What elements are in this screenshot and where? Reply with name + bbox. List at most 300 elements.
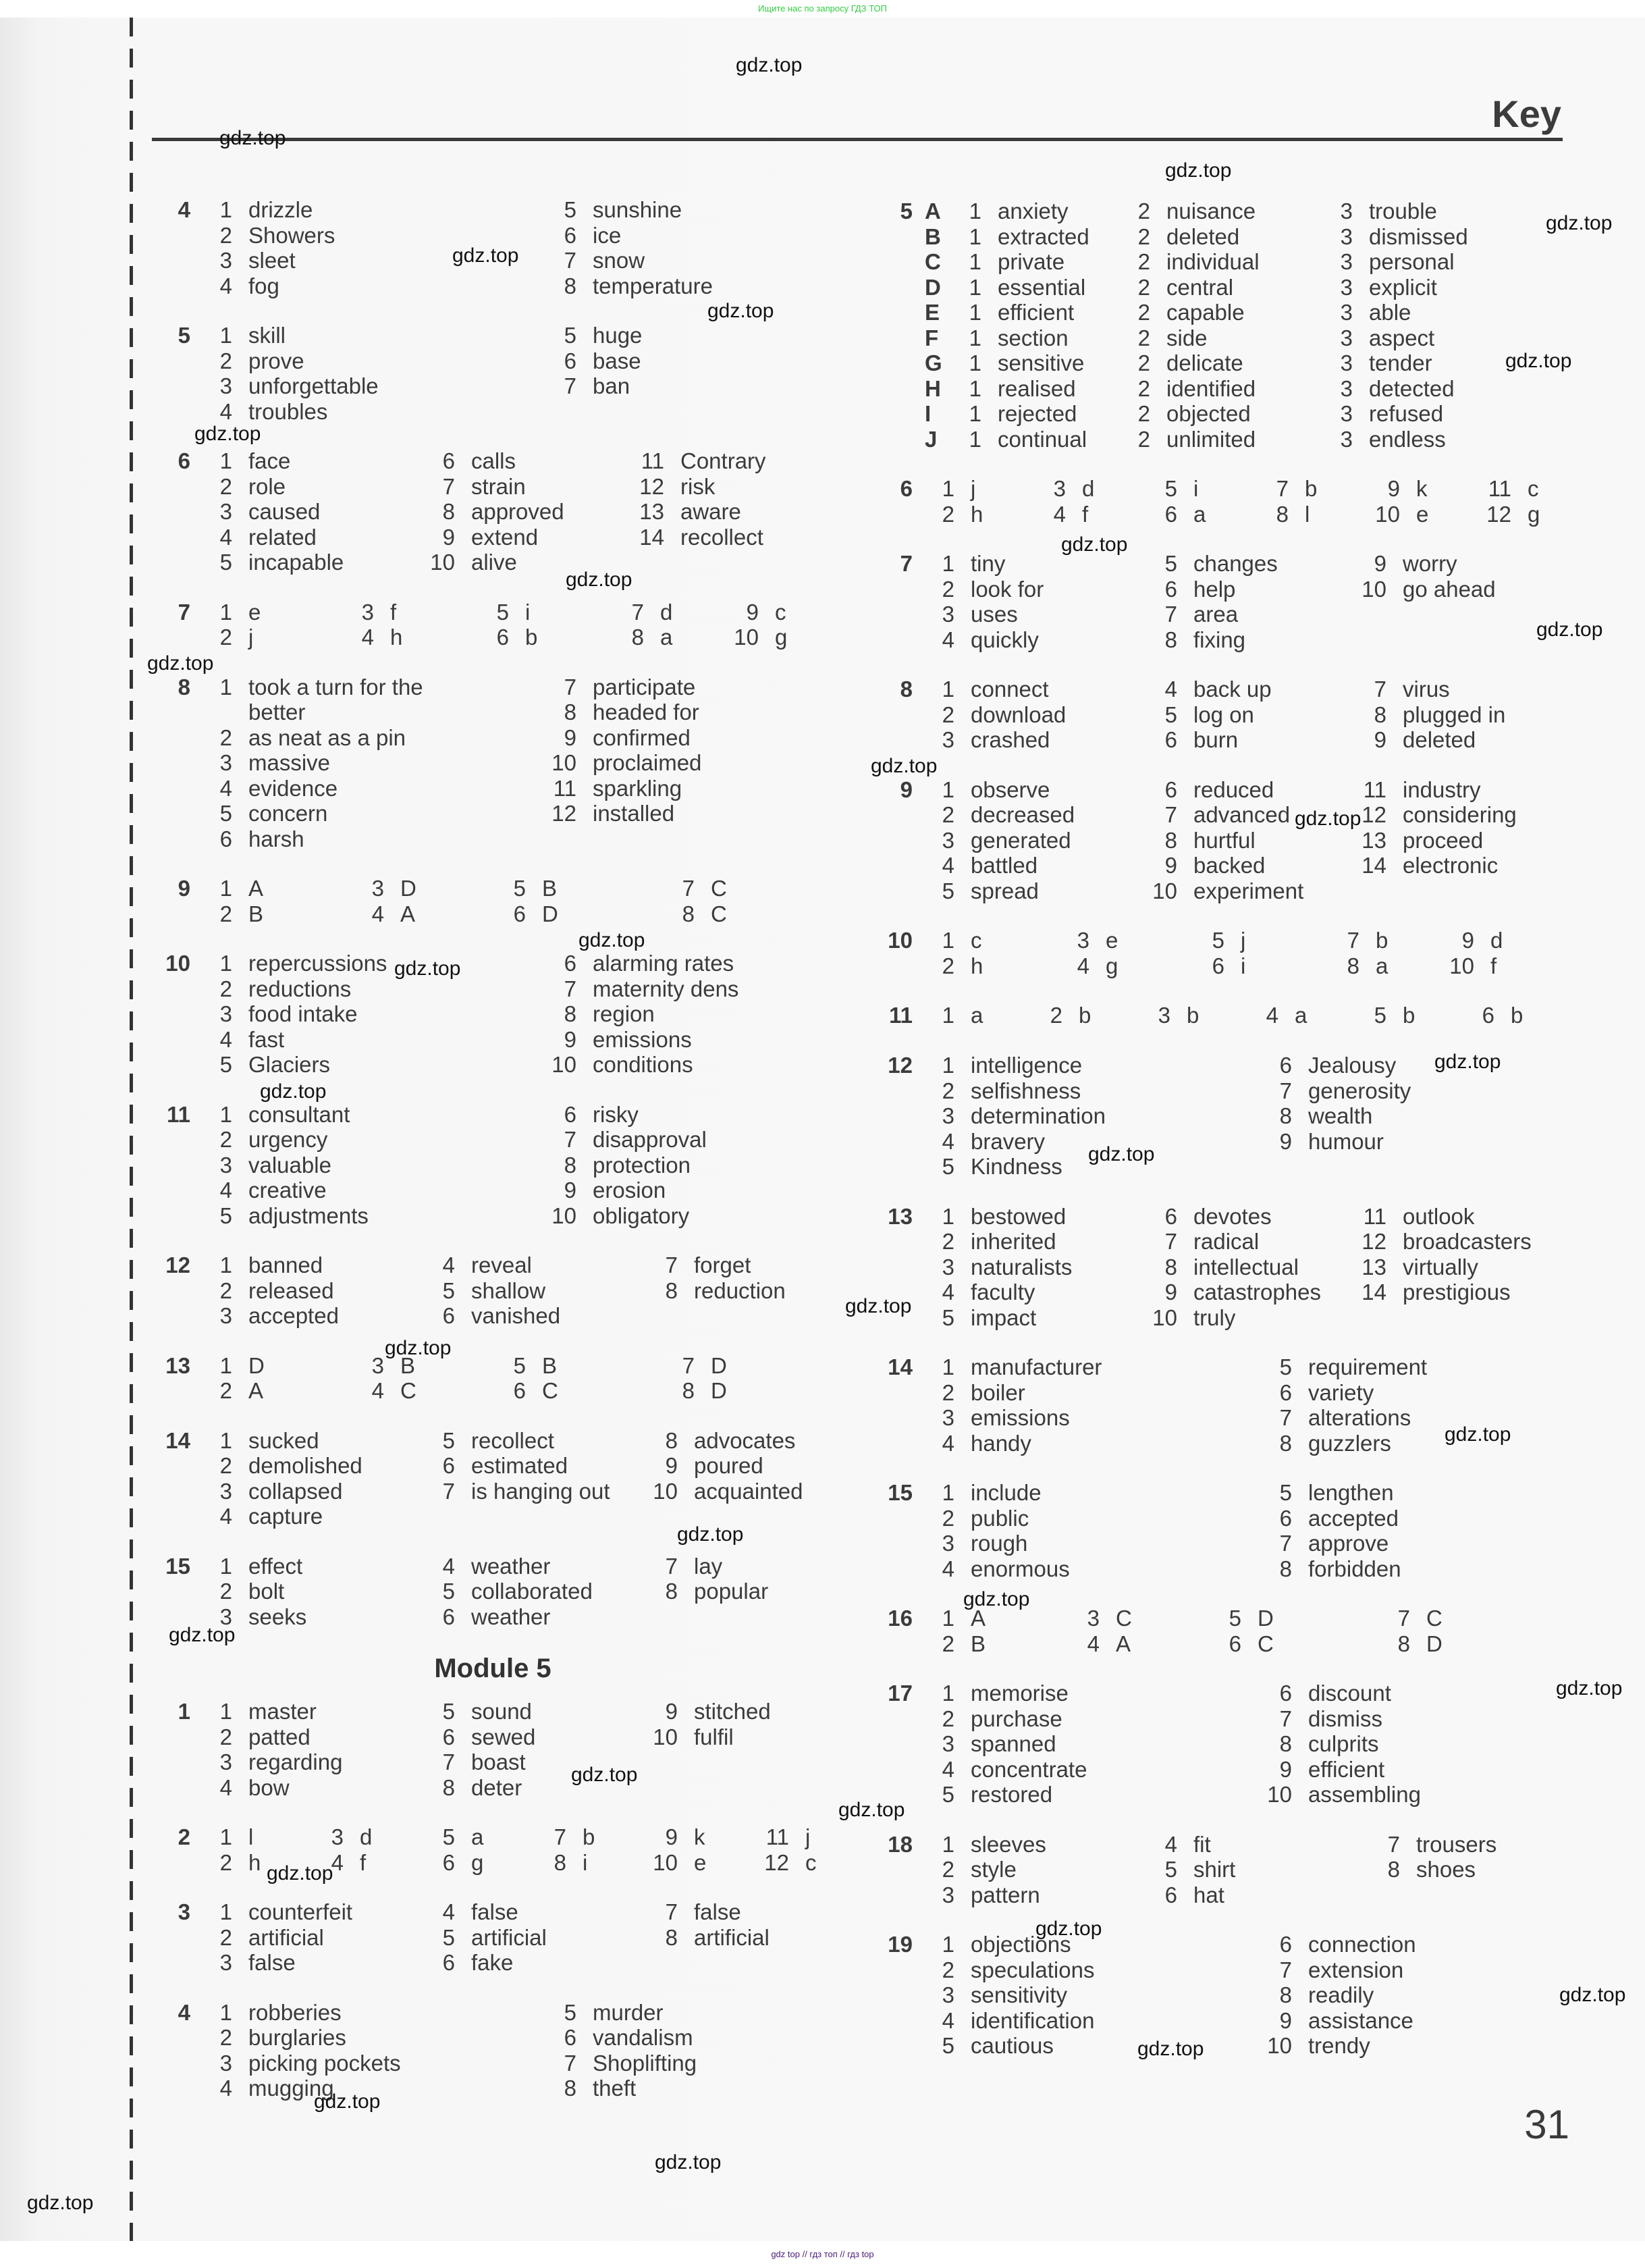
item-number: 5 bbox=[942, 878, 954, 903]
item-number: 7 bbox=[442, 1478, 455, 1504]
answer-column bbox=[635, 448, 810, 575]
item-answer: rejected bbox=[998, 401, 1077, 426]
item-number: 4 bbox=[219, 1774, 232, 1800]
item-answer: individual bbox=[1166, 249, 1260, 274]
answer-item bbox=[1262, 1531, 1532, 1556]
answer-item bbox=[925, 853, 1148, 878]
answer-item bbox=[1357, 1229, 1532, 1255]
item-number: 5 bbox=[442, 1699, 455, 1724]
item-number: 9 bbox=[665, 1824, 678, 1849]
answer-item bbox=[925, 878, 1148, 904]
watermark-text: gdz.top bbox=[27, 2192, 94, 2214]
answer-column bbox=[1212, 1606, 1380, 1656]
answer-item bbox=[203, 1775, 425, 1801]
item-answer: emissions bbox=[593, 1026, 692, 1052]
item-answer: generated bbox=[971, 827, 1071, 853]
answer-column bbox=[648, 1554, 824, 1630]
item-answer: disapproval bbox=[593, 1127, 707, 1152]
item-answer: D bbox=[711, 1352, 727, 1378]
item-answer: radical bbox=[1193, 1229, 1260, 1254]
answer-item bbox=[925, 1305, 1148, 1331]
answer-item bbox=[1148, 1229, 1357, 1255]
answer-item bbox=[425, 1899, 648, 1925]
answer-item bbox=[925, 1480, 1262, 1506]
answer-item bbox=[925, 1832, 1148, 1857]
answer-item bbox=[1148, 677, 1357, 702]
item-answer: master bbox=[248, 1699, 317, 1724]
item-number: 1 bbox=[219, 1999, 232, 2025]
item-number: 6 bbox=[513, 1378, 526, 1403]
item-answer: virus bbox=[1403, 677, 1450, 702]
item-answer: k bbox=[694, 1824, 705, 1849]
item-answer: a bbox=[660, 625, 673, 650]
item-answer: headed for bbox=[593, 700, 699, 724]
answer-item bbox=[203, 1001, 547, 1027]
exercise-number: 19 bbox=[888, 1932, 913, 1957]
answer-item bbox=[203, 1153, 547, 1178]
answer-item bbox=[1148, 551, 1357, 577]
answer-item bbox=[1357, 727, 1532, 753]
exercise-number: 13 bbox=[165, 1352, 190, 1378]
lettered-answer-row bbox=[925, 275, 1478, 300]
answer-item bbox=[203, 1052, 547, 1078]
lettered-answer-row bbox=[925, 401, 1478, 427]
item-answer: sleet bbox=[248, 248, 296, 273]
item-answer: devotes bbox=[1193, 1203, 1272, 1229]
answer-item bbox=[203, 1278, 425, 1304]
answer-item bbox=[203, 1428, 425, 1454]
item-number: 11 bbox=[553, 775, 576, 801]
item-answer: style bbox=[971, 1857, 1017, 1882]
item-number: 6 bbox=[442, 1453, 455, 1478]
answer-column bbox=[1148, 1832, 1370, 1908]
item-answer: objected bbox=[1166, 401, 1251, 426]
exercise-block bbox=[155, 323, 830, 424]
item-number: 6 bbox=[442, 1604, 455, 1629]
item-number: 1 bbox=[219, 1824, 232, 1849]
answer-item bbox=[925, 1431, 1262, 1456]
answer-item bbox=[1357, 677, 1532, 702]
answer-item bbox=[1121, 376, 1323, 402]
answer-item bbox=[614, 600, 729, 625]
item-number: 10 bbox=[1267, 1782, 1292, 1807]
item-answer: humour bbox=[1308, 1128, 1384, 1154]
answer-column bbox=[203, 1899, 425, 1976]
item-number: 7 bbox=[631, 599, 644, 625]
exercise-answers bbox=[925, 928, 1580, 978]
answer-column bbox=[203, 323, 547, 424]
item-answer: consultant bbox=[248, 1101, 350, 1127]
item-number: 1 bbox=[942, 1203, 954, 1229]
item-answer: public bbox=[971, 1505, 1029, 1531]
item-answer: e bbox=[1416, 501, 1429, 527]
item-answer: selfishness bbox=[971, 1078, 1081, 1103]
answer-item bbox=[925, 1380, 1262, 1406]
item-answer: j bbox=[805, 1824, 811, 1849]
item-answer: b bbox=[525, 625, 538, 650]
item-answer: C bbox=[711, 901, 727, 926]
watermark-text: gdz.top bbox=[1295, 808, 1361, 830]
answer-item bbox=[203, 1102, 547, 1128]
answer-column bbox=[1249, 1003, 1357, 1028]
answer-item bbox=[203, 197, 547, 223]
item-answer: realised bbox=[998, 375, 1076, 401]
item-number: 1 bbox=[969, 426, 981, 452]
answer-item bbox=[203, 525, 425, 550]
answer-item bbox=[547, 323, 817, 348]
answer-column bbox=[354, 1353, 496, 1404]
item-answer: speculations bbox=[971, 1957, 1095, 1982]
answer-item bbox=[925, 1506, 1262, 1531]
item-answer: C bbox=[1116, 1606, 1132, 1631]
item-answer: forget bbox=[694, 1252, 751, 1277]
item-number: 4 bbox=[1087, 1631, 1100, 1656]
item-number: 12 bbox=[764, 1849, 789, 1875]
answer-item bbox=[665, 876, 746, 901]
item-answer: installed bbox=[593, 801, 675, 826]
answer-item bbox=[1262, 2033, 1532, 2059]
answer-item bbox=[635, 474, 810, 500]
watermark-text: gdz.top bbox=[385, 1337, 452, 1359]
item-answer: rough bbox=[971, 1531, 1028, 1556]
item-answer: b bbox=[1305, 476, 1318, 501]
watermark-text: gdz.top bbox=[655, 2151, 722, 2173]
answer-item bbox=[925, 1531, 1262, 1556]
answer-column bbox=[547, 675, 817, 852]
item-number: 9 bbox=[1374, 727, 1386, 752]
item-answer: sucked bbox=[248, 1427, 319, 1453]
answer-item bbox=[925, 1982, 1262, 2008]
answer-item bbox=[314, 1824, 425, 1850]
item-number: 6 bbox=[1164, 576, 1177, 602]
item-answer: endless bbox=[1369, 426, 1446, 452]
answer-item bbox=[1330, 928, 1445, 953]
item-answer: bravery bbox=[971, 1128, 1046, 1154]
item-number: 6 bbox=[513, 901, 526, 926]
item-answer: as neat as a pin bbox=[248, 724, 406, 750]
answer-item bbox=[203, 2051, 547, 2076]
answer-item bbox=[925, 1280, 1148, 1305]
item-answer: is hanging out bbox=[471, 1478, 610, 1504]
item-answer: i bbox=[1241, 953, 1246, 978]
item-number: 1 bbox=[942, 1606, 954, 1631]
item-number: 4 bbox=[219, 1178, 232, 1203]
item-number: 2 bbox=[219, 222, 232, 248]
item-answer: shirt bbox=[1193, 1857, 1236, 1882]
answer-item bbox=[547, 750, 817, 776]
item-answer: go ahead bbox=[1403, 576, 1496, 602]
answer-item bbox=[1262, 1706, 1532, 1732]
item-answer: forbidden bbox=[1308, 1556, 1401, 1581]
answer-column bbox=[1262, 1681, 1532, 1808]
answer-item bbox=[635, 448, 810, 474]
item-number bbox=[203, 700, 248, 725]
watermark-text: gdz.top bbox=[169, 1624, 236, 1646]
item-number: 2 bbox=[219, 2025, 232, 2050]
item-number: 7 bbox=[564, 373, 576, 398]
answer-item bbox=[1070, 1606, 1212, 1631]
exercise-answers bbox=[203, 323, 830, 424]
item-answer: b bbox=[1376, 928, 1388, 953]
lettered-answer-row bbox=[925, 325, 1478, 351]
item-answer: sparkling bbox=[593, 775, 682, 801]
answer-column bbox=[665, 876, 746, 926]
answer-item bbox=[952, 224, 1121, 250]
answer-item bbox=[547, 776, 817, 801]
answer-column bbox=[925, 1932, 1262, 2059]
item-number: 10 bbox=[551, 750, 576, 775]
exercise-block bbox=[155, 1428, 830, 1529]
item-number: 6 bbox=[564, 348, 576, 373]
item-number: 7 bbox=[564, 976, 576, 1001]
item-answer: artificial bbox=[694, 1924, 770, 1950]
answer-item bbox=[1148, 828, 1357, 853]
item-number: 5 bbox=[1374, 1003, 1386, 1028]
answer-item bbox=[354, 1378, 496, 1404]
item-answer: b bbox=[1079, 1003, 1091, 1028]
item-number: 3 bbox=[371, 1352, 384, 1378]
item-answer: h bbox=[390, 625, 403, 650]
item-answer: requirement bbox=[1308, 1354, 1428, 1379]
answer-column bbox=[425, 1899, 648, 1976]
item-number: 4 bbox=[371, 1378, 384, 1403]
answer-item bbox=[648, 1579, 824, 1604]
item-number: 4 bbox=[219, 524, 232, 550]
exercise-answers bbox=[203, 1699, 830, 1800]
item-answer: Contrary bbox=[680, 448, 766, 473]
answer-item bbox=[925, 1204, 1148, 1230]
answer-column bbox=[925, 677, 1148, 753]
answer-item bbox=[547, 725, 817, 751]
item-number: 3 bbox=[371, 876, 384, 901]
item-number: 1 bbox=[219, 197, 232, 222]
answer-item bbox=[1370, 1857, 1546, 1882]
answer-column bbox=[648, 1824, 759, 1875]
item-answer: look for bbox=[971, 576, 1044, 602]
item-answer: dismissed bbox=[1369, 223, 1468, 249]
answer-item bbox=[1195, 953, 1330, 979]
answer-item bbox=[952, 401, 1121, 427]
item-number: 2 bbox=[219, 724, 232, 750]
answer-item bbox=[203, 499, 425, 525]
item-answer: food intake bbox=[248, 1001, 358, 1026]
exercise-block bbox=[878, 1606, 1580, 1656]
answer-column bbox=[925, 551, 1148, 652]
item-answer: explicit bbox=[1369, 274, 1437, 300]
answer-item bbox=[547, 373, 817, 399]
item-number: 2 bbox=[942, 1857, 954, 1882]
answer-item bbox=[496, 901, 665, 927]
answer-item bbox=[203, 373, 547, 399]
item-answer: sensitivity bbox=[971, 1982, 1068, 2007]
item-answer: sound bbox=[471, 1699, 532, 1724]
answer-item bbox=[925, 1731, 1262, 1757]
item-number: 5 bbox=[564, 323, 576, 348]
item-number: 6 bbox=[564, 222, 576, 248]
answer-item bbox=[1357, 777, 1532, 803]
answer-item bbox=[203, 348, 547, 374]
answer-item bbox=[203, 550, 425, 575]
exercise-answers bbox=[203, 1554, 830, 1630]
exercise-answers bbox=[925, 777, 1580, 904]
header-rule bbox=[152, 138, 1563, 141]
answer-item bbox=[425, 1925, 648, 1951]
exercise-number: 4 bbox=[178, 197, 190, 222]
item-number: 2 bbox=[942, 1379, 954, 1405]
item-answer: recollect bbox=[680, 524, 763, 550]
answer-item bbox=[1357, 1003, 1465, 1028]
item-number: 3 bbox=[942, 727, 954, 752]
exercise-number: 9 bbox=[900, 776, 913, 802]
item-number: 4 bbox=[942, 627, 954, 652]
item-number: 2 bbox=[942, 501, 954, 527]
item-answer: fulfil bbox=[694, 1724, 734, 1749]
watermark-text: gdz.top bbox=[838, 1799, 905, 1821]
answer-column bbox=[547, 323, 817, 424]
answer-column bbox=[547, 2000, 817, 2101]
answer-item bbox=[648, 1453, 824, 1479]
item-number: 8 bbox=[665, 1427, 678, 1453]
answer-item bbox=[203, 1925, 425, 1951]
exercise-answers bbox=[925, 1480, 1580, 1581]
answer-item bbox=[547, 348, 817, 374]
item-answer: anxiety bbox=[998, 199, 1069, 223]
answer-column bbox=[1330, 928, 1445, 978]
answer-column bbox=[547, 197, 817, 298]
answer-item bbox=[952, 300, 1121, 325]
answer-item bbox=[203, 1504, 425, 1529]
answer-item bbox=[547, 248, 817, 273]
answer-item bbox=[1121, 224, 1323, 250]
item-answer: urgency bbox=[248, 1127, 328, 1152]
answer-item bbox=[203, 1579, 425, 1604]
item-number: 2 bbox=[942, 1078, 954, 1103]
exercise-number: 5 bbox=[178, 323, 190, 348]
item-number: 12 bbox=[551, 801, 576, 826]
watermark-text: gdz.top bbox=[147, 652, 214, 675]
item-answer: personal bbox=[1369, 249, 1455, 274]
item-number: 10 bbox=[551, 1052, 576, 1077]
item-number: 6 bbox=[1212, 953, 1224, 978]
answer-item bbox=[1262, 1380, 1532, 1406]
item-answer: k bbox=[1416, 476, 1428, 501]
answer-item bbox=[952, 376, 1121, 402]
item-number: 3 bbox=[942, 1405, 954, 1430]
answer-item bbox=[425, 1950, 648, 1976]
item-number: 8 bbox=[564, 2076, 576, 2101]
answer-column bbox=[203, 448, 425, 575]
item-number: 1 bbox=[969, 249, 981, 274]
item-answer: backed bbox=[1193, 853, 1266, 878]
item-number: 3 bbox=[219, 373, 232, 398]
item-number: 2 bbox=[219, 976, 232, 1001]
exercise-block bbox=[155, 600, 830, 650]
answer-item bbox=[203, 625, 344, 650]
item-number: 3 bbox=[1340, 223, 1353, 249]
row-letter: J bbox=[925, 426, 938, 452]
answer-item bbox=[635, 525, 810, 550]
item-answer: D bbox=[542, 901, 558, 926]
item-number: 9 bbox=[1279, 1756, 1292, 1782]
item-answer: D bbox=[400, 876, 416, 901]
exercise-number: 11 bbox=[889, 1003, 913, 1028]
item-number: 5 bbox=[219, 801, 232, 826]
item-number: 1 bbox=[942, 1480, 954, 1505]
item-number: 4 bbox=[219, 273, 232, 298]
item-number: 5 bbox=[442, 1824, 455, 1849]
item-number: 8 bbox=[1279, 1430, 1292, 1456]
item-answer: efficient bbox=[1308, 1756, 1385, 1782]
exercise-block bbox=[878, 777, 1580, 904]
item-answer: Jealousy bbox=[1308, 1053, 1397, 1078]
item-answer: banned bbox=[248, 1252, 323, 1277]
item-answer: sunshine bbox=[593, 197, 682, 222]
row-letter: F bbox=[925, 325, 939, 350]
item-number: 7 bbox=[1374, 677, 1386, 702]
item-number: 5 bbox=[219, 1052, 232, 1077]
item-answer: aware bbox=[680, 499, 741, 524]
lettered-answer-row bbox=[925, 199, 1478, 224]
item-number: 6 bbox=[1164, 1203, 1177, 1229]
item-answer: assembling bbox=[1308, 1782, 1421, 1807]
item-number: 1 bbox=[969, 350, 981, 375]
answer-item bbox=[1262, 1129, 1532, 1155]
exercise-number: 8 bbox=[900, 677, 913, 702]
answer-column bbox=[203, 1554, 425, 1630]
item-number: 3 bbox=[219, 1001, 232, 1026]
answer-item bbox=[203, 976, 547, 1002]
item-answer: f bbox=[360, 1849, 367, 1875]
item-answer: Kindness bbox=[971, 1154, 1062, 1179]
exercise-answers bbox=[925, 1932, 1580, 2059]
answer-item bbox=[547, 1052, 817, 1078]
item-answer: recollect bbox=[471, 1427, 554, 1453]
answer-column bbox=[925, 1480, 1262, 1581]
item-number: 3 bbox=[942, 1254, 954, 1280]
item-number: 2 bbox=[942, 1505, 954, 1531]
answer-item bbox=[925, 1882, 1148, 1908]
item-number: 7 bbox=[682, 876, 695, 901]
answer-item bbox=[203, 826, 547, 852]
answer-column bbox=[547, 951, 817, 1078]
answer-column bbox=[1482, 476, 1542, 527]
item-answer: region bbox=[593, 1001, 655, 1026]
watermark-text: gdz.top bbox=[219, 127, 286, 149]
item-answer: back up bbox=[1193, 677, 1272, 702]
item-number: 3 bbox=[1340, 426, 1353, 452]
item-answer: c bbox=[1528, 476, 1539, 501]
item-number: 4 bbox=[942, 1430, 954, 1456]
item-answer: C bbox=[1426, 1606, 1442, 1631]
item-answer: inherited bbox=[971, 1229, 1056, 1254]
answer-item bbox=[1357, 1204, 1532, 1230]
item-number: 1 bbox=[969, 401, 981, 426]
answer-item bbox=[925, 502, 1036, 527]
item-number: 1 bbox=[219, 323, 232, 348]
exercise-block bbox=[878, 1832, 1580, 1908]
item-number: 4 bbox=[442, 1553, 455, 1579]
item-number: 2 bbox=[942, 1706, 954, 1731]
answer-item bbox=[925, 802, 1148, 828]
answer-item bbox=[1060, 953, 1195, 979]
row-letter: C bbox=[925, 249, 941, 274]
answer-item bbox=[925, 2033, 1262, 2059]
item-number: 1 bbox=[942, 551, 954, 576]
answer-column bbox=[1036, 476, 1148, 527]
item-number: 8 bbox=[682, 1378, 695, 1403]
answer-column bbox=[925, 1354, 1262, 1456]
item-answer: acquainted bbox=[694, 1478, 803, 1504]
